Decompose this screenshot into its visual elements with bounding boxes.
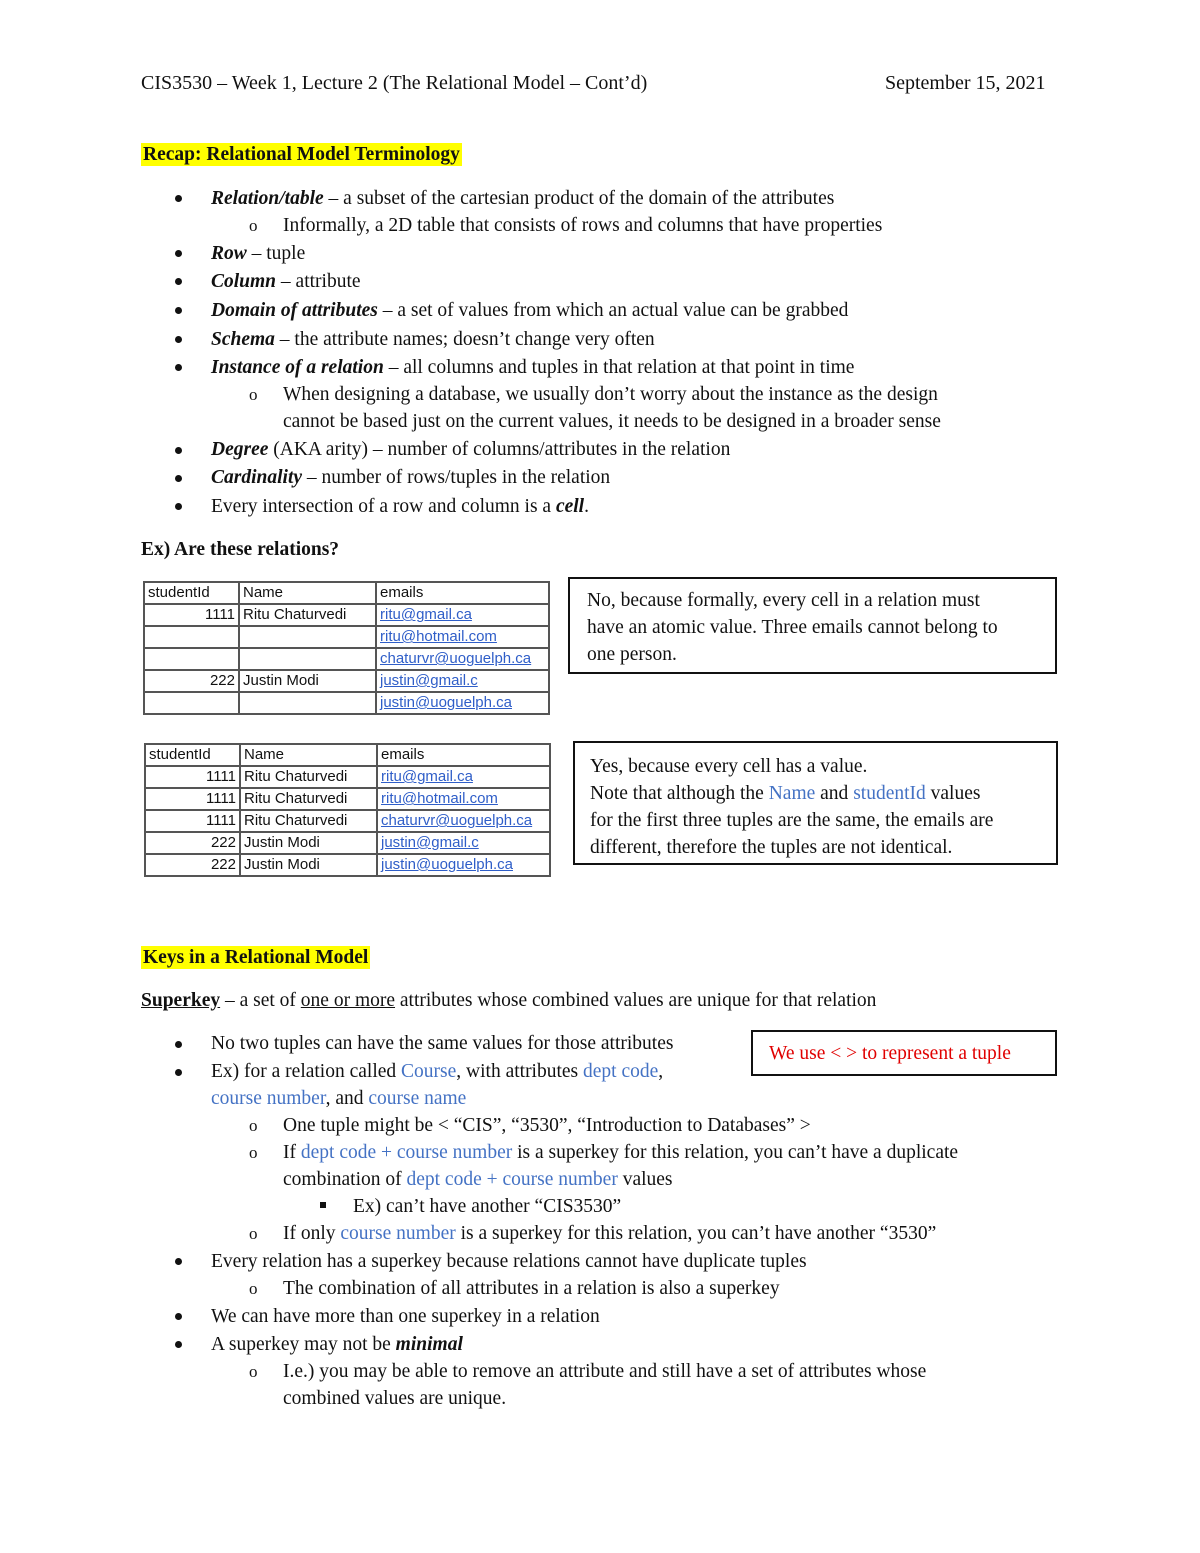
table-cell <box>239 626 376 648</box>
bullet <box>175 1041 182 1048</box>
bullet <box>175 195 182 202</box>
table-cell: Ritu Chaturvedi <box>240 766 377 788</box>
table-row <box>145 832 550 854</box>
column-header: studentId <box>145 744 240 766</box>
sub-bullet: o <box>249 216 258 235</box>
keys-item-3: Every relation has a superkey because relations cannot have duplicate tuples <box>211 1251 807 1272</box>
column-header: emails <box>377 744 550 766</box>
keys-subsubitem: Ex) can’t have another “CIS3530” <box>353 1196 622 1217</box>
instance-item: Instance of a relation – all columns and tuples in that relation at that point in time <box>211 357 855 378</box>
email-link[interactable]: justin@gmail.c <box>376 670 549 692</box>
table-row <box>145 810 550 832</box>
answer-text-line: have an atomic value. Three emails cannot belong to <box>587 617 998 638</box>
table-row <box>144 648 549 670</box>
instance-subitem-line2: cannot be based just on the current values, it needs to be designed in a broader sense <box>283 411 941 432</box>
answer-text-line: No, because formally, every cell in a relation must <box>587 590 980 611</box>
keys-item-1: No two tuples can have the same values for those attributes <box>211 1033 674 1054</box>
table-cell: 222 <box>145 854 240 876</box>
column-header: Name <box>240 744 377 766</box>
table-cell <box>144 626 239 648</box>
table-cell: 1111 <box>145 810 240 832</box>
tuple-notation-box <box>751 1030 1057 1076</box>
row-item: Row – tuple <box>211 243 306 264</box>
cell-item: Every intersection of a row and column is a cell. <box>211 496 589 517</box>
email-link[interactable]: chaturvr@uoguelph.ca <box>376 648 549 670</box>
keys-heading: Keys in a Relational Model <box>143 947 369 968</box>
table-cell: 1111 <box>144 604 239 626</box>
column-header: emails <box>376 582 549 604</box>
answer-text-line: Note that although the Name and studentId values <box>590 783 981 804</box>
sub-bullet: o <box>249 1116 258 1135</box>
keys-item-2: Ex) for a relation called Course, with attributes dept code, <box>211 1061 664 1082</box>
sub-bullet: o <box>249 1362 258 1381</box>
bullet <box>175 447 182 454</box>
bullet <box>175 250 182 257</box>
example-heading: Ex) Are these relations? <box>141 539 340 560</box>
keys-subitem-superkey: If dept code + course number is a superkey for this relation, you can’t have a duplicate <box>283 1142 959 1163</box>
table-cell <box>144 648 239 670</box>
instance-subitem-line1: When designing a database, we usually don’t worry about the instance as the design <box>283 384 938 405</box>
superkey-definition: Superkey – a set of one or more attributes whose combined values are unique for that relation <box>141 990 877 1011</box>
answer-box-1 <box>568 577 1057 674</box>
table-cell: Justin Modi <box>240 832 377 854</box>
relation-item: Relation/table – a subset of the cartesian product of the domain of the attributes <box>211 188 835 209</box>
relation-table-1 <box>143 581 550 715</box>
bullet <box>175 1313 182 1320</box>
cardinality-item: Cardinality – number of rows/tuples in the relation <box>211 467 611 488</box>
relation-subitem: Informally, a 2D table that consists of rows and columns that have properties <box>283 215 883 236</box>
table-cell: Justin Modi <box>240 854 377 876</box>
schema-item: Schema – the attribute names; doesn’t change very often <box>211 329 655 350</box>
bullet <box>175 503 182 510</box>
bullet <box>175 336 182 343</box>
relation-table-2 <box>144 743 551 877</box>
domain-item: Domain of attributes – a set of values from which an actual value can be grabbed <box>211 300 849 321</box>
table-row <box>144 626 549 648</box>
bullet <box>175 1341 182 1348</box>
email-link[interactable]: ritu@gmail.ca <box>376 604 549 626</box>
email-link[interactable]: justin@uoguelph.ca <box>377 854 550 876</box>
table-header-row <box>144 582 549 604</box>
column-header: studentId <box>144 582 239 604</box>
bullet <box>175 1069 182 1076</box>
sub-bullet: o <box>249 1279 258 1298</box>
table-row <box>145 766 550 788</box>
page-header-date: September 15, 2021 <box>885 72 1046 94</box>
table-cell: 222 <box>145 832 240 854</box>
table-row <box>145 788 550 810</box>
answer-text-line: Yes, because every cell has a value. <box>590 756 868 777</box>
email-link[interactable]: ritu@hotmail.com <box>377 788 550 810</box>
keys-item-2-cont: course number, and course name <box>211 1088 467 1109</box>
table-row <box>144 604 549 626</box>
email-link[interactable]: ritu@hotmail.com <box>376 626 549 648</box>
table-cell <box>239 648 376 670</box>
email-link[interactable]: ritu@gmail.ca <box>377 766 550 788</box>
keys-subitem-minimal-line2: combined values are unique. <box>283 1388 507 1409</box>
email-link[interactable]: justin@gmail.c <box>377 832 550 854</box>
sub-bullet: o <box>249 385 258 404</box>
column-header: Name <box>239 582 376 604</box>
keys-subitem-tuple: One tuple might be < “CIS”, “3530”, “Introduction to Databases” > <box>283 1115 811 1136</box>
table-cell <box>239 692 376 714</box>
keys-subitem-coursenumber: If only course number is a superkey for this relation, you can’t have another “3530” <box>283 1223 937 1244</box>
table-cell: 222 <box>144 670 239 692</box>
tuple-notation-text: We use < > to represent a tuple <box>769 1043 1011 1064</box>
keys-item-4: We can have more than one superkey in a relation <box>211 1306 600 1327</box>
table-cell: 1111 <box>145 766 240 788</box>
table-cell <box>144 692 239 714</box>
answer-text-line: for the first three tuples are the same, the emails are <box>590 810 994 831</box>
email-link[interactable]: justin@uoguelph.ca <box>376 692 549 714</box>
table-cell: Ritu Chaturvedi <box>240 810 377 832</box>
keys-subitem-minimal-line1: I.e.) you may be able to remove an attribute and still have a set of attributes whose <box>283 1361 927 1382</box>
page-header-title: CIS3530 – Week 1, Lecture 2 (The Relational Model – Cont’d) <box>141 72 648 94</box>
bullet <box>175 278 182 285</box>
degree-item: Degree (AKA arity) – number of columns/attributes in the relation <box>211 439 731 460</box>
table-cell: 1111 <box>145 788 240 810</box>
square-bullet <box>320 1202 326 1208</box>
table-row <box>145 854 550 876</box>
sub-bullet: o <box>249 1224 258 1243</box>
answer-text-line: different, therefore the tuples are not identical. <box>590 837 953 858</box>
table-row <box>144 692 549 714</box>
table-cell: Ritu Chaturvedi <box>240 788 377 810</box>
table-header-row <box>145 744 550 766</box>
recap-heading: Recap: Relational Model Terminology <box>143 144 460 165</box>
table-cell: Ritu Chaturvedi <box>239 604 376 626</box>
bullet <box>175 1258 182 1265</box>
sub-bullet: o <box>249 1143 258 1162</box>
keys-item-5: A superkey may not be minimal <box>211 1334 463 1355</box>
answer-box-2 <box>573 741 1058 865</box>
keys-subitem-all-attributes: The combination of all attributes in a relation is also a superkey <box>283 1278 780 1299</box>
bullet <box>175 307 182 314</box>
table-cell: Justin Modi <box>239 670 376 692</box>
column-item: Column – attribute <box>211 271 361 292</box>
email-link[interactable]: chaturvr@uoguelph.ca <box>377 810 550 832</box>
answer-text-line: one person. <box>587 644 677 665</box>
bullet <box>175 364 182 371</box>
table-row <box>144 670 549 692</box>
bullet <box>175 475 182 482</box>
keys-subitem-superkey-cont: combination of dept code + course number values <box>283 1169 673 1190</box>
